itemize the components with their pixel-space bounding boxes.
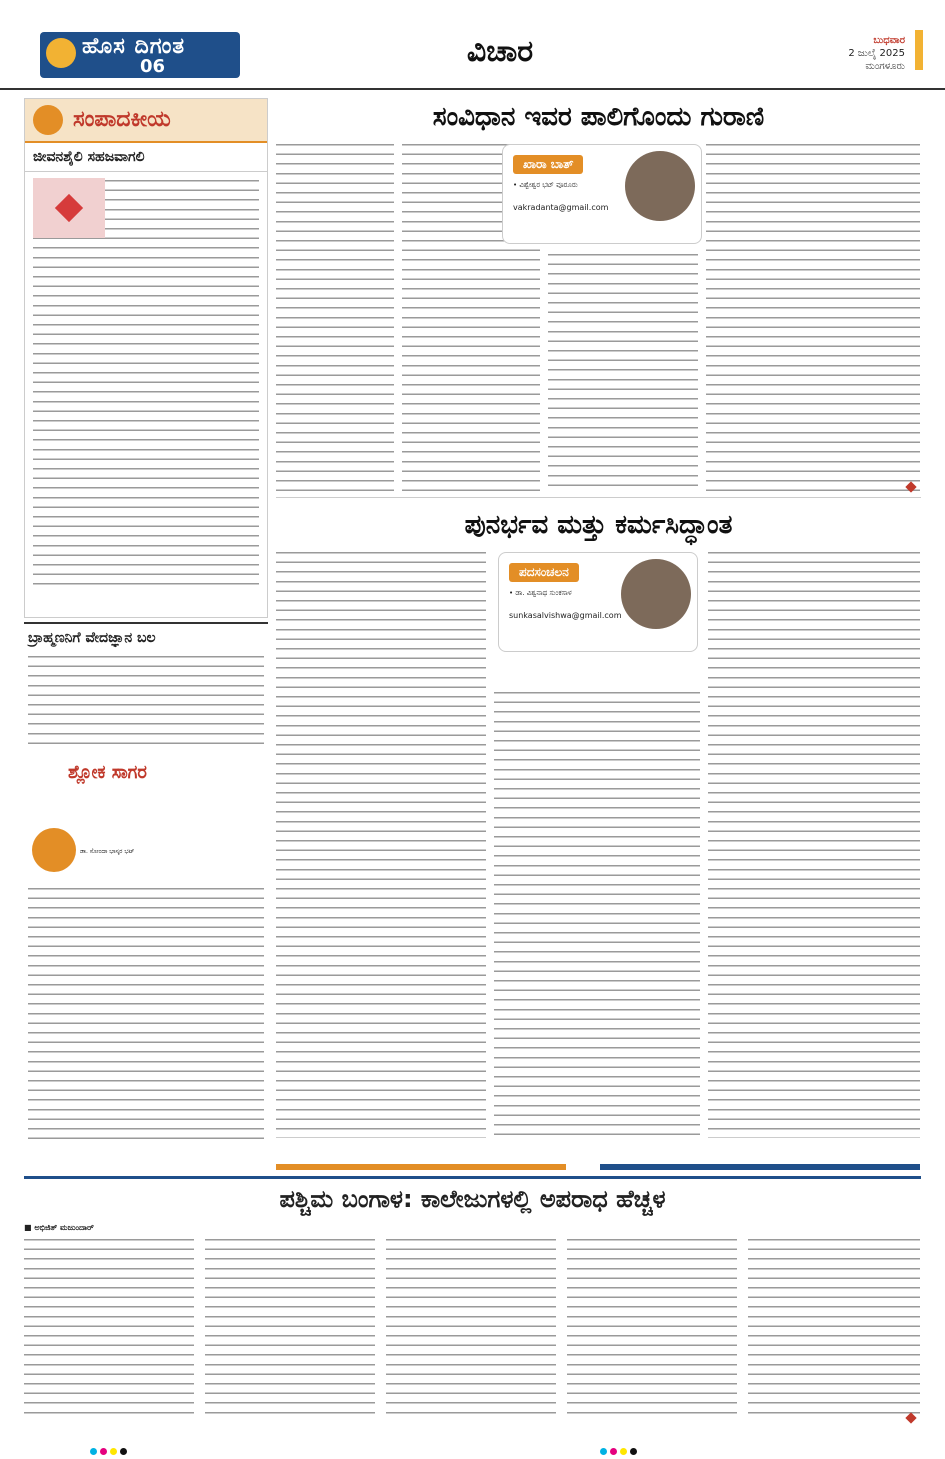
heart-pain-icon — [55, 194, 83, 222]
color-bar — [915, 30, 923, 70]
editorial-image — [33, 178, 105, 238]
city-label: ಮಂಗಳೂರು — [865, 61, 905, 72]
author-portrait — [625, 151, 695, 221]
article2-headline: ಪುನರ್ಭವ ಮತ್ತು ಕರ್ಮಸಿದ್ಧಾಂತ — [464, 510, 733, 540]
masthead — [0, 0, 945, 90]
divider-stripe-orange — [276, 1164, 566, 1170]
page-number: 06 — [140, 56, 166, 77]
article3-col-4 — [567, 1235, 737, 1420]
article1-columns — [276, 140, 921, 491]
editorial-body — [25, 172, 267, 590]
article3-columns — [24, 1235, 921, 1420]
article3-byline: ■ ಅಭಿಜಿತ್ ಮಜುಂದಾರ್ — [24, 1223, 94, 1232]
article1-col-3 — [548, 250, 698, 491]
article-west-bengal — [24, 1176, 921, 1426]
proverb-column — [24, 622, 268, 1142]
day-label: ಬುಧವಾರ — [873, 35, 905, 46]
article1-col-1 — [276, 140, 394, 491]
black-dot-icon — [120, 1448, 127, 1455]
author-email[interactable]: vakradanta@gmail.com — [513, 203, 609, 212]
date-block — [848, 34, 905, 73]
registration-marks — [600, 1440, 670, 1448]
section-title: ವಿಚಾರ — [466, 34, 534, 69]
emblem-icon — [46, 38, 76, 68]
article2-col-3 — [708, 548, 920, 1138]
magenta-dot-icon — [100, 1448, 107, 1455]
article-constitution — [276, 98, 921, 498]
proverb-heading: ಬ್ರಾಹ್ಮಣನಿಗೆ ವೇದಜ್ಞಾನ ಬಲ — [28, 630, 156, 646]
article2-byline-box — [498, 552, 698, 652]
article3-headline: ಪಶ್ಚಿಮ ಬಂಗಾಳ: ಕಾಲೇಜುಗಳಲ್ಲಿ ಅಪರಾಧ ಹೆಚ್ಚಳ — [279, 1185, 666, 1213]
article2-col-2 — [494, 688, 700, 1138]
article1-headline: ಸಂವಿಧಾನ ಇವರ ಪಾಲಿಗೊಂದು ಗುರಾಣಿ — [432, 102, 765, 132]
logo-text: ಹೊಸ ದಿಗಂತ — [82, 34, 186, 59]
column-tag: ಖಾರಾ ಬಾತ್ — [513, 155, 583, 174]
author-email[interactable]: sunkasalvishwa@gmail.com — [509, 611, 622, 620]
cyan-dot-icon — [90, 1448, 97, 1455]
author-name: • ಡಾ. ವಿಶ್ವನಾಥ ಸುಂಕಸಾಳ — [509, 589, 572, 597]
article3-col-1 — [24, 1235, 194, 1420]
date-label: 2 ಜುಲೈ 2025 — [848, 48, 905, 59]
author-portrait — [621, 559, 691, 629]
editorial-heading: ಜೀವನಶೈಲಿ ಸಹಜವಾಗಲಿ — [25, 143, 267, 172]
editorial-label: ಸಂಪಾದಕೀಯ — [73, 107, 171, 132]
article-rebirth-karma — [276, 506, 921, 1144]
editorial-emblem-icon — [33, 105, 63, 135]
divider-stripe-blue — [600, 1164, 920, 1170]
black-dot-icon — [630, 1448, 637, 1455]
author-name: ಡಾ. ಸೋಂದಾ ಭಾಸ್ಕರ ಭಟ್ — [80, 848, 135, 855]
editorial-box — [24, 98, 268, 618]
shloka-title: ಶ್ಲೋಕ ಸಾಗರ — [68, 762, 147, 783]
article1-byline-box — [502, 144, 702, 244]
article3-col-5 — [748, 1235, 920, 1420]
article2-col-1 — [276, 548, 486, 1138]
author-avatar — [32, 828, 76, 872]
cyan-dot-icon — [600, 1448, 607, 1455]
article2-columns — [276, 548, 921, 1138]
registration-marks — [90, 1440, 160, 1448]
author-name: • ವಿಶ್ವೇಶ್ವರ ಭಟ್ ವೂರೂರು — [513, 181, 578, 189]
column-tag: ಪದಸಂಚಲನ — [509, 563, 579, 582]
article1-col-4 — [706, 140, 920, 491]
proverb-text-lines-more — [28, 884, 264, 1139]
yellow-dot-icon — [110, 1448, 117, 1455]
magenta-dot-icon — [610, 1448, 617, 1455]
article3-col-2 — [205, 1235, 375, 1420]
proverb-text-lines — [28, 652, 264, 752]
editorial-header — [25, 99, 267, 143]
shloka-sagara-badge — [28, 756, 158, 876]
article3-col-3 — [386, 1235, 556, 1420]
yellow-dot-icon — [620, 1448, 627, 1455]
